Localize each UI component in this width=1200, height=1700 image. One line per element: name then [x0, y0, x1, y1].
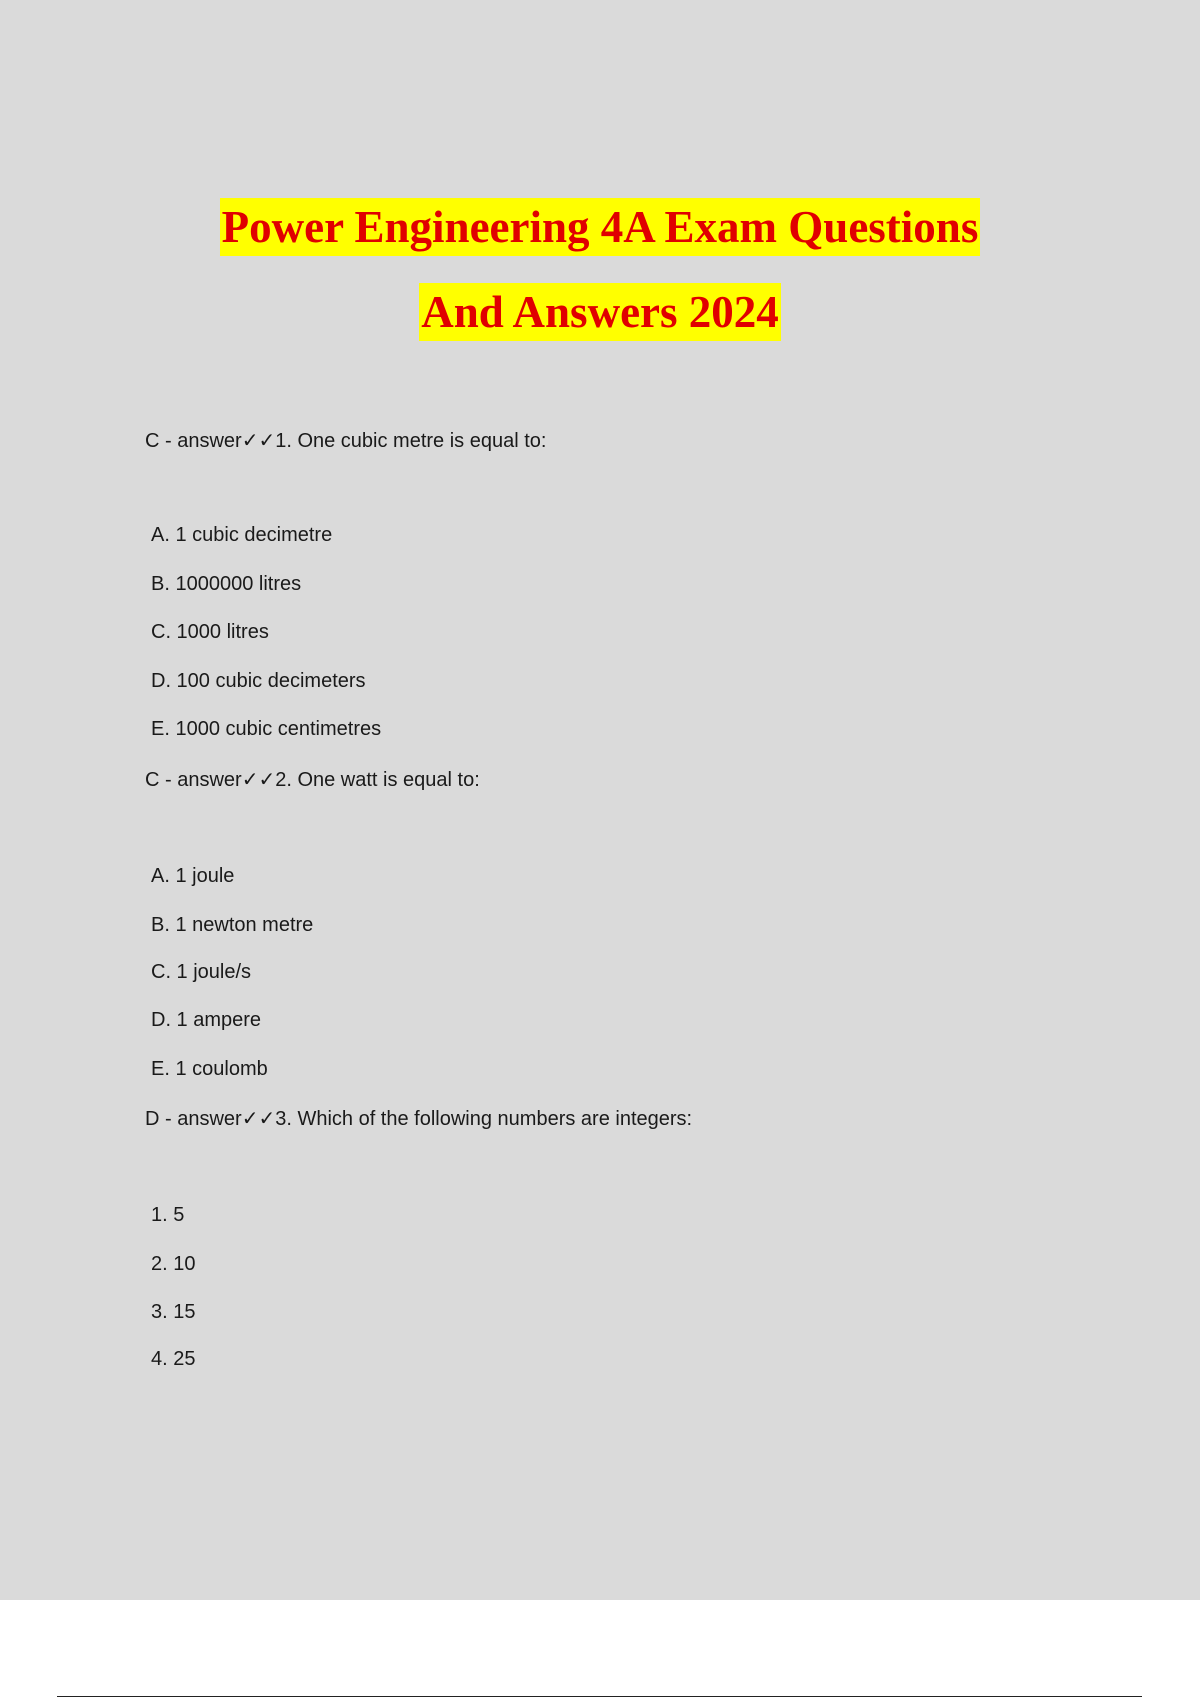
question-1-option-e: E. 1000 cubic centimetres: [151, 718, 382, 740]
question-1-option-d: D. 100 cubic decimeters: [151, 670, 366, 692]
question-1-option-b: B. 1000000 litres: [151, 573, 302, 595]
title-line-2: [0, 283, 1200, 341]
question-3-option-2: 2. 10: [151, 1253, 196, 1275]
question-3: D - answer✓✓3. Which of the following numbers are integers:: [145, 1108, 693, 1130]
title-text-2: And Answers 2024: [419, 283, 781, 341]
title-line-1: [0, 198, 1200, 256]
question-2-option-a: A. 1 joule: [151, 865, 235, 887]
question-1: C - answer✓✓1. One cubic metre is equal to:: [145, 430, 547, 452]
question-2: C - answer✓✓2. One watt is equal to:: [145, 769, 480, 791]
question-3-option-4: 4. 25: [151, 1348, 196, 1370]
question-3-option-1: 1. 5: [151, 1204, 185, 1226]
question-1-option-a: A. 1 cubic decimetre: [151, 524, 333, 546]
question-2-option-c: C. 1 joule/s: [151, 961, 252, 983]
footer-divider: [57, 1696, 1142, 1697]
title-text-1: Power Engineering 4A Exam Questions: [220, 198, 981, 256]
question-2-option-e: E. 1 coulomb: [151, 1058, 268, 1080]
question-3-option-3: 3. 15: [151, 1301, 196, 1323]
question-2-option-d: D. 1 ampere: [151, 1009, 262, 1031]
question-1-option-c: C. 1000 litres: [151, 621, 269, 643]
question-2-option-b: B. 1 newton metre: [151, 914, 314, 936]
